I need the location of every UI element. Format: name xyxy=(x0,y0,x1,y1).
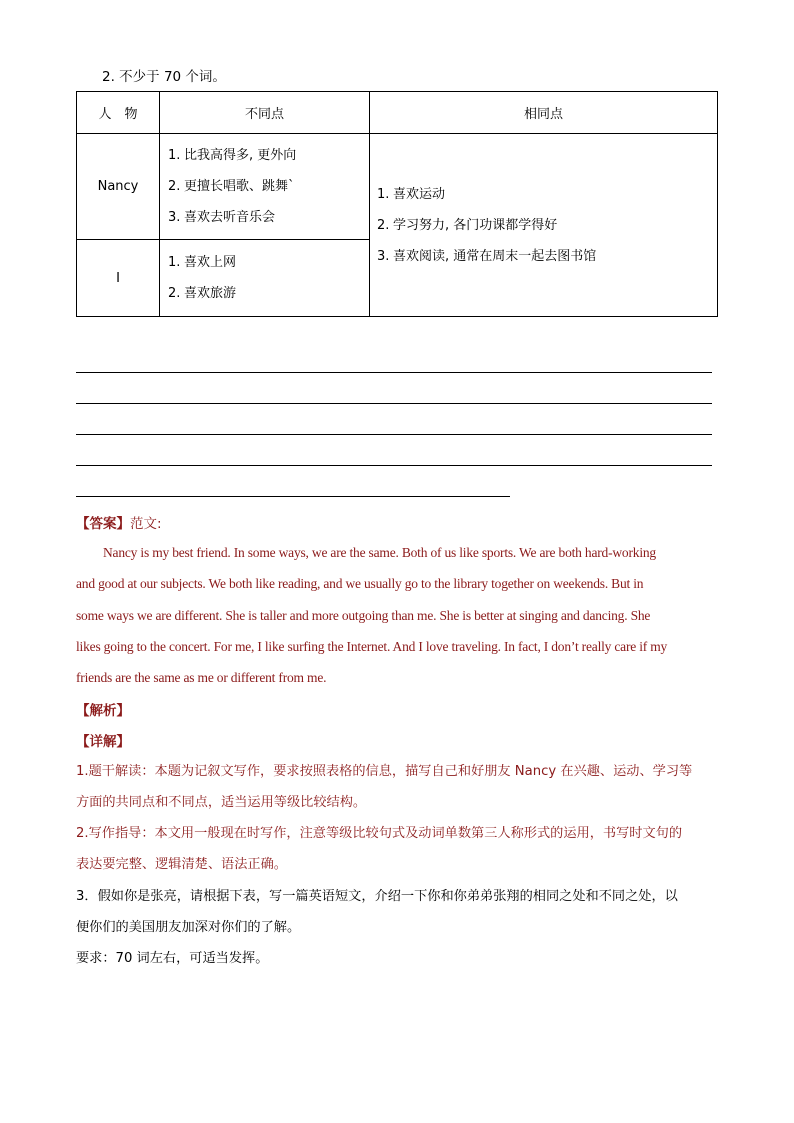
header-person: 人 物 xyxy=(77,92,160,134)
question-line: 3．假如你是张亮，请根据下表，写一篇英语短文，介绍一下你和你弟弟张翔的相同之处和不同之处，以 xyxy=(76,889,678,904)
writing-line xyxy=(76,434,712,435)
writing-line xyxy=(76,372,712,373)
person-name: I xyxy=(77,240,160,317)
analysis-line: 1.题干解读：本题为记叙文写作，要求按照表格的信息，描写自己和好朋友 Nancy 在兴趣、运动、学习等 xyxy=(76,764,693,779)
list-item: 2. 喜欢旅游 xyxy=(168,286,237,301)
answer-label: 【答案】范文: xyxy=(76,516,162,532)
jiexi-label: 【解析】 xyxy=(76,703,130,719)
table-row xyxy=(77,134,718,240)
person-name: Nancy xyxy=(77,134,160,240)
essay-line: friends are the same as me or different from me. xyxy=(76,670,327,686)
list-item: 1. 喜欢上网 xyxy=(168,255,237,270)
question-line: 便你们的美国朋友加深对你们的了解。 xyxy=(76,920,301,935)
list-item: 3. 喜欢阅读, 通常在周末一起去图书馆 xyxy=(377,248,597,264)
analysis-line: 方面的共同点和不同点，适当运用等级比较结构。 xyxy=(76,795,367,810)
analysis-text xyxy=(76,756,719,880)
table-header-row xyxy=(77,92,718,134)
next-question xyxy=(76,881,719,974)
list-item: 2. 更擅长唱歌、跳舞` xyxy=(168,179,295,194)
differences-list xyxy=(160,134,370,240)
analysis-line: 2.写作指导：本文用一般现在时写作，注意等级比较句式及动词单数第三人称形式的运用，书写时文句的 xyxy=(76,826,683,841)
writing-line xyxy=(76,496,510,497)
essay-line: likes going to the concert. For me, I like surfing the Internet. And I love traveling. In fact, I don’t really care if my xyxy=(76,638,668,654)
list-item: 1. 喜欢运动 xyxy=(377,186,446,202)
analysis-line: 表达要完整、逻辑清楚、语法正确。 xyxy=(76,857,287,872)
list-item: 1. 比我高得多, 更外向 xyxy=(168,148,297,163)
comparison-table xyxy=(76,91,718,317)
model-essay xyxy=(76,537,718,693)
list-item: 3. 喜欢去听音乐会 xyxy=(168,210,276,225)
essay-line: some ways we are different. She is taller and more outgoing than me. She is better at singing and dancing. She xyxy=(76,607,651,623)
writing-line xyxy=(76,403,712,404)
writing-line xyxy=(76,465,712,466)
xiangjie-label: 【详解】 xyxy=(76,734,130,750)
requirement-text: 2. 不少于 70 个词。 xyxy=(102,69,226,85)
essay-line: Nancy is my best friend. In some ways, we are the same. Both of us like sports. We are both hard-working xyxy=(103,545,656,560)
essay-line: and good at our subjects. We both like reading, and we usually go to the library together on weekends. But in xyxy=(76,576,644,592)
list-item: 2. 学习努力, 各门功课都学得好 xyxy=(377,217,558,233)
similarities-list xyxy=(370,134,718,317)
header-similarities: 相同点 xyxy=(370,92,718,134)
header-differences: 不同点 xyxy=(160,92,370,134)
differences-list xyxy=(160,240,370,317)
question-line: 要求：70 词左右，可适当发挥。 xyxy=(76,951,269,966)
